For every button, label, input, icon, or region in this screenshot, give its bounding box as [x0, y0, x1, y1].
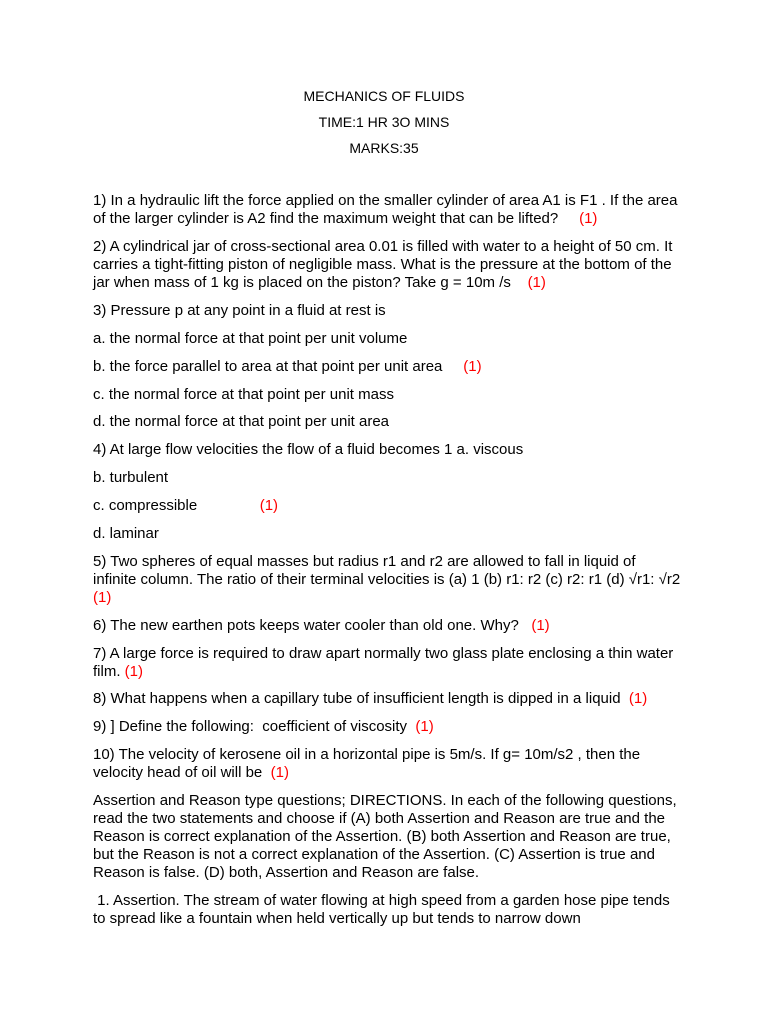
- question-text: 1) In a hydraulic lift the force applied on the smaller cylinder of area A1 is F1 . If the area of the larger cylinder is A2 find the maximum weight that can be lifted?: [93, 192, 682, 227]
- mark-gap: [519, 617, 532, 634]
- mark-gap: [262, 764, 270, 781]
- question-6: [93, 617, 683, 635]
- assertion-reason-directions: Assertion and Reason type questions; DIRECTIONS. In each of the following questions, read the two statements and choose if (A) both Assertion and Reason are true and the Reason is correct explanation of the Assertion. (B) both Assertion and Reason are true, but the Reason is not a correct explanation of the Assertion. (C) Assertion is true and Reason is false. (D) both, Assertion and Reason are false.: [93, 792, 681, 881]
- question-4-option-b: b. turbulent: [93, 469, 169, 486]
- question-text: 7) A large force is required to draw apart normally two glass plate enclosing a thin water film.: [93, 645, 678, 680]
- question-text: 6) The new earthen pots keeps water cooler than old one. Why?: [93, 617, 519, 634]
- question-3-option-b: [93, 358, 683, 376]
- question-text: 9) ] Define the following: coefficient of viscosity: [93, 718, 408, 735]
- question-9: [93, 718, 683, 736]
- assertion-item-1: 1. Assertion. The stream of water flowing at high speed from a garden hose pipe tends to spread like a fountain when held vertically up but tends to narrow down: [93, 892, 674, 927]
- question-mark: (1): [628, 690, 648, 707]
- question-4: 4) At large flow velocities the flow of a fluid becomes 1 a. viscous: [93, 441, 524, 458]
- mark-gap: [197, 497, 260, 514]
- mark-gap: [621, 690, 629, 707]
- question-mark: (1): [124, 663, 144, 680]
- question-mark: (1): [579, 210, 598, 227]
- exam-duration: TIME:1 HR 3O MINS: [318, 114, 450, 130]
- question-mark: (1): [527, 274, 546, 291]
- question-7: [93, 645, 683, 681]
- question-mark: (1): [415, 718, 434, 735]
- question-8: [93, 690, 683, 708]
- question-3-option-c: c. the normal force at that point per unit mass: [93, 386, 394, 403]
- question-text: 8) What happens when a capillary tube of insufficient length is dipped in a liquid: [93, 690, 621, 707]
- question-3-option-d: d. the normal force at that point per unit area: [93, 413, 390, 430]
- question-1: [93, 192, 683, 228]
- mark-gap: [442, 358, 463, 375]
- exam-total-marks: MARKS:35: [349, 140, 419, 156]
- question-4-option-d: d. laminar: [93, 525, 159, 542]
- question-text: 2) A cylindrical jar of cross-sectional area 0.01 is filled with water to a height of 50 cm. It carries a tight-fitting piston of negligible mass. What is the pressure at the bottom of the jar when mass of 1 kg is placed on the piston? Take g = 10m /s: [93, 238, 677, 291]
- question-10: [93, 746, 683, 782]
- question-text: 10) The velocity of kerosene oil in a horizontal pipe is 5m/s. If g= 10m/s2 , then the velocity head of oil will be: [93, 746, 645, 781]
- question-3-option-a: a. the normal force at that point per unit volume: [93, 330, 408, 347]
- question-mark: (1): [259, 497, 279, 514]
- question-mark: (1): [270, 764, 289, 781]
- question-4-option-c: [93, 497, 683, 515]
- mark-gap: [680, 571, 701, 588]
- question-text: 5) Two spheres of equal masses but radius r1 and r2 are allowed to fall in liquid of infinite column. The ratio of their terminal velocities is (a) 1 (b) r1: r2 (c) r2: r1 (d) √r1: √r2: [93, 553, 681, 588]
- document-title: MECHANICS OF FLUIDS: [303, 88, 465, 104]
- option-text: c. compressible: [93, 497, 198, 514]
- question-mark: (1): [531, 617, 550, 634]
- question-5: [93, 553, 683, 607]
- question-3: 3) Pressure p at any point in a fluid at rest is: [93, 302, 386, 319]
- question-mark: (1): [463, 358, 482, 375]
- mark-gap: [511, 274, 528, 291]
- question-mark: (1): [93, 589, 112, 606]
- question-2: [93, 238, 683, 292]
- mark-gap: [558, 210, 579, 227]
- option-text: b. the force parallel to area at that point per unit area: [93, 358, 443, 375]
